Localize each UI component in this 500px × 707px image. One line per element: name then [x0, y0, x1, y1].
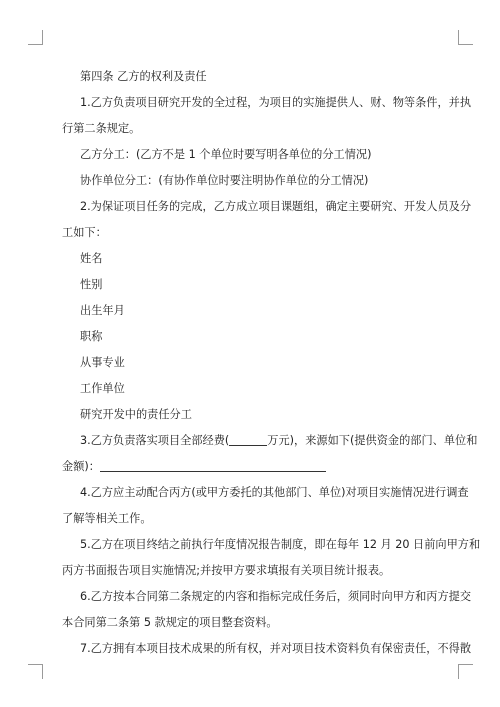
list-item: 职称 — [80, 330, 103, 343]
paragraph-line: 4.乙方应主动配合丙方(或甲方委托的其他部门、单位)对项目实施情况进行调查 — [80, 486, 469, 499]
paragraph-text: 万元)，来源如下(提供资金的部门、单位和 — [267, 434, 478, 447]
crop-mark-top-left — [28, 30, 43, 45]
paragraph-line: 5.乙方在项目终结之前执行年度情况报告制度，即在每年 12 月 20 日前向甲方和 — [80, 538, 481, 551]
fill-blank — [100, 459, 326, 472]
paragraph-line: 行第二条规定。 — [62, 122, 141, 135]
paragraph-line: 工如下： — [62, 226, 107, 239]
paragraph-line — [80, 428, 477, 453]
paragraph-line: 2.为保证项目任务的完成，乙方成立项目课题组，确定主要研究、开发人员及分 — [80, 200, 472, 213]
paragraph-line: 丙方书面报告项目实施情况;并按甲方要求填报有关项目统计报表。 — [62, 564, 391, 577]
list-item: 研究开发中的责任分工 — [80, 408, 192, 421]
paragraph-line: 1.乙方负责项目研究开发的全过程，为项目的实施提供人、财、物等条件，并执 — [80, 96, 472, 109]
fill-blank — [229, 433, 267, 446]
paragraph-line — [62, 454, 326, 479]
list-item: 出生年月 — [80, 304, 125, 317]
crop-mark-top-right — [458, 30, 473, 45]
paragraph-text: 金额)： — [62, 460, 100, 473]
crop-mark-bottom-left — [28, 664, 43, 679]
section-heading: 第四条 乙方的权利及责任 — [80, 70, 207, 83]
paragraph-line: 协作单位分工：(有协作单位时要注明协作单位的分工情况) — [80, 174, 369, 187]
paragraph-text: 3.乙方负责落实项目全部经费( — [80, 434, 230, 447]
list-item: 姓名 — [80, 252, 103, 265]
list-item: 从事专业 — [80, 356, 125, 369]
paragraph-line: 6.乙方按本合同第二条规定的内容和指标完成任务后，须同时向甲方和丙方提交 — [80, 590, 472, 603]
paragraph-line: 本合同第二条第 5 款规定的项目整套资料。 — [62, 616, 278, 629]
crop-mark-bottom-right — [458, 664, 473, 679]
paragraph-line: 乙方分工：(乙方不是 1 个单位时要写明各单位的分工情况) — [80, 148, 372, 161]
paragraph-line: 了解等相关工作。 — [62, 512, 152, 525]
list-item: 工作单位 — [80, 382, 125, 395]
list-item: 性别 — [80, 278, 103, 291]
paragraph-line: 7.乙方拥有本项目技术成果的所有权，并对项目技术资料负有保密责任，不得散 — [80, 642, 472, 655]
